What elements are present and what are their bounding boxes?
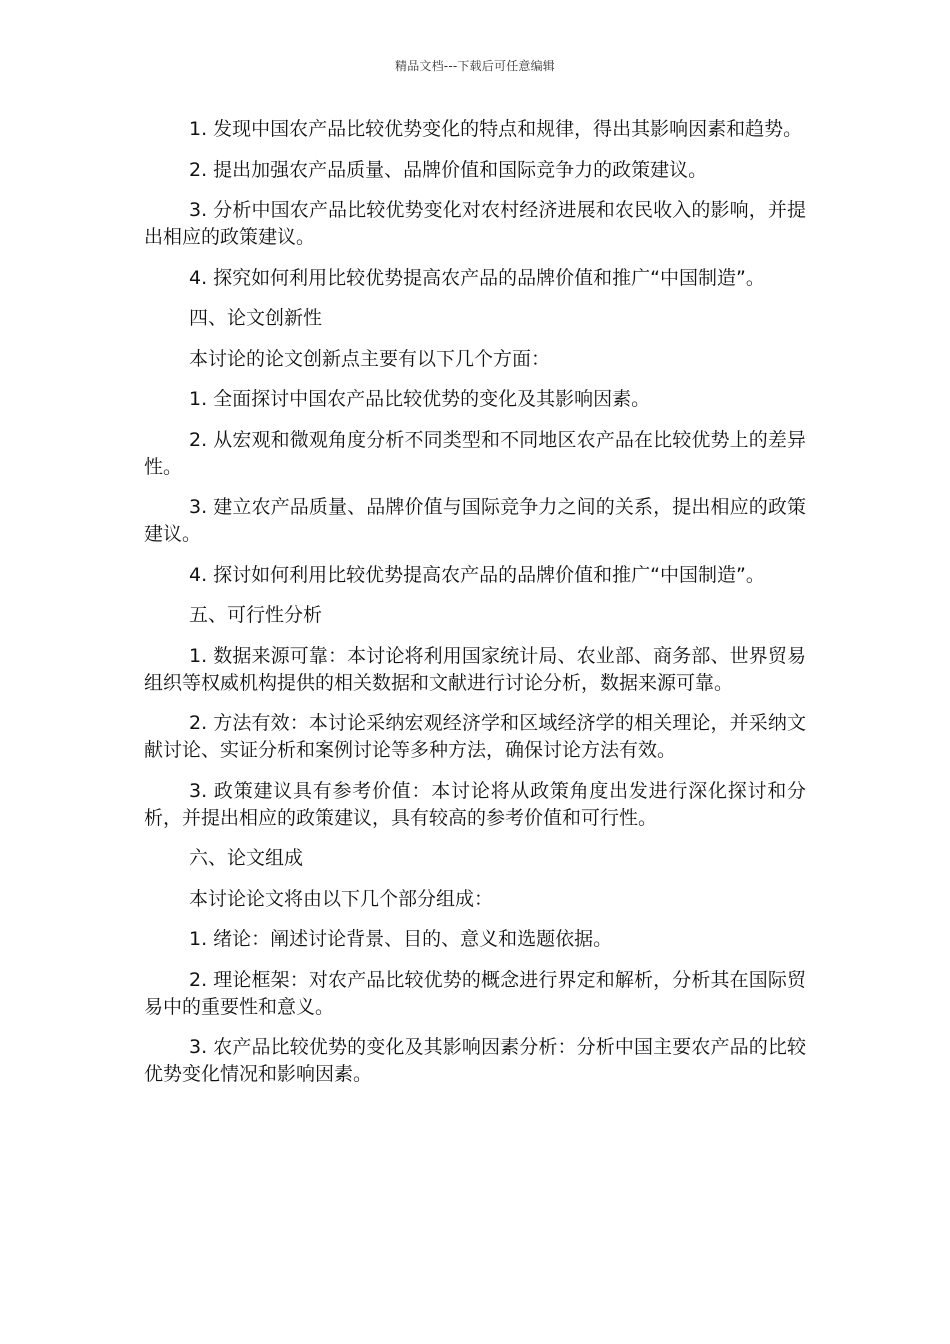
paragraph-innovation-intro: 本讨论的论文创新点主要有以下几个方面： bbox=[189, 347, 551, 370]
paragraph-innovation-1: 1. 全面探讨中国农产品比较优势的变化及其影响因素。 bbox=[189, 388, 651, 410]
paragraph-goal-3: 3. 分析中国农产品比较优势变化对农村经济进展和农民收入的影响，并提出相应的政策建议。 bbox=[144, 199, 806, 248]
page-header: 精品文档---下载后可任意编辑 bbox=[395, 59, 555, 73]
paragraph-goal-2: 2. 提出加强农产品质量、品牌价值和国际竞争力的政策建议。 bbox=[189, 158, 708, 181]
document-body bbox=[144, 116, 806, 1102]
paragraph-feasibility-1: 1. 数据来源可靠：本讨论将利用国家统计局、农业部、商务部、世界贸易组织等权威机构提供的相关数据和文献进行讨论分析，数据来源可靠。 bbox=[144, 644, 806, 694]
paragraph-structure-1: 1. 绪论：阐述讨论背景、目的、意义和选题依据。 bbox=[189, 928, 613, 950]
section-heading-structure: 六、论文组成 bbox=[189, 847, 304, 869]
paragraph-goal-4: 4. 探究如何利用比较优势提高农产品的品牌价值和推广“中国制造”。 bbox=[189, 266, 765, 289]
paragraph-structure-intro: 本讨论论文将由以下几个部分组成： bbox=[189, 887, 494, 910]
paragraph-feasibility-3: 3. 政策建议具有参考价值：本讨论将从政策角度出发进行深化探讨和分析，并提出相应的政策建议，具有较高的参考价值和可行性。 bbox=[144, 779, 806, 829]
paragraph-goal-1: 1. 发现中国农产品比较优势变化的特点和规律，得出其影响因素和趋势。 bbox=[189, 118, 803, 140]
section-heading-innovation: 四、论文创新性 bbox=[189, 307, 323, 329]
paragraph-innovation-4: 4. 探讨如何利用比较优势提高农产品的品牌价值和推广“中国制造”。 bbox=[189, 563, 765, 586]
section-heading-feasibility: 五、可行性分析 bbox=[189, 604, 323, 626]
paragraph-structure-2: 2. 理论框架：对农产品比较优势的概念进行界定和解析，分析其在国际贸易中的重要性和意义。 bbox=[144, 968, 806, 1018]
paragraph-structure-3: 3. 农产品比较优势的变化及其影响因素分析：分析中国主要农产品的比较优势变化情况和影响因素。 bbox=[144, 1036, 806, 1085]
paragraph-feasibility-2: 2. 方法有效：本讨论采纳宏观经济学和区域经济学的相关理论，并采纳文献讨论、实证分析和案例讨论等多种方法，确保讨论方法有效。 bbox=[144, 712, 806, 761]
paragraph-innovation-3: 3. 建立农产品质量、品牌价值与国际竞争力之间的关系，提出相应的政策建议。 bbox=[144, 496, 806, 545]
paragraph-innovation-2: 2. 从宏观和微观角度分析不同类型和不同地区农产品在比较优势上的差异性。 bbox=[144, 428, 806, 478]
